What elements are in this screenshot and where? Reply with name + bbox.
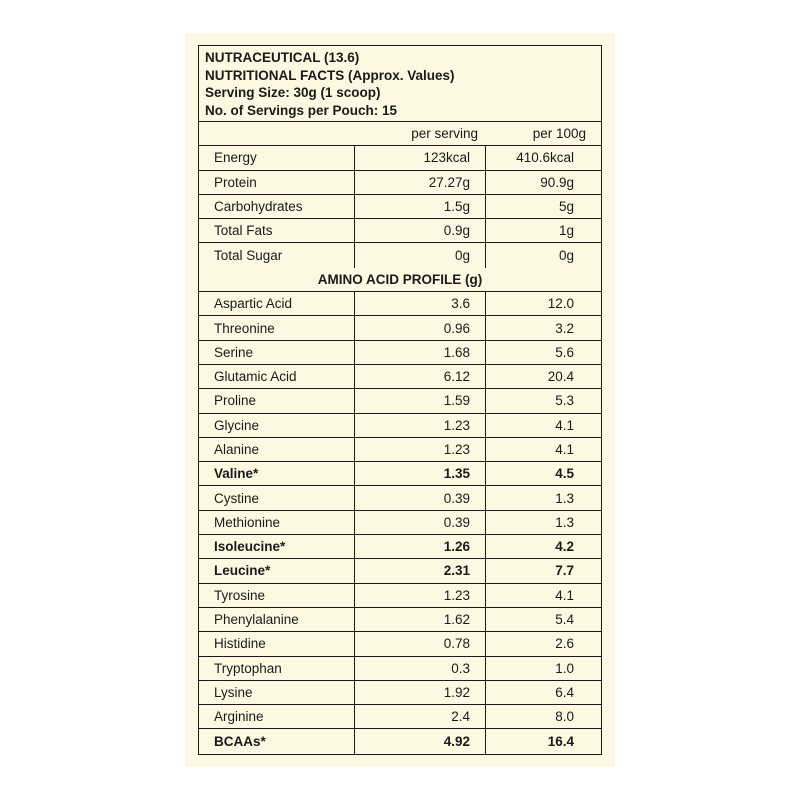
table-row — [199, 705, 601, 729]
row-per-serving: 1.92 — [355, 681, 486, 704]
row-per-100g: 5.6 — [555, 344, 574, 360]
row-per-100g: 5.4 — [555, 612, 574, 628]
table-row — [199, 632, 601, 656]
row-per-100g: 12.0 — [547, 296, 574, 312]
servings-per-pouch: No. of Servings per Pouch: 15 — [205, 102, 398, 118]
row-per-100g: 5.3 — [555, 393, 574, 409]
table-row — [199, 171, 601, 195]
row-per-serving: 1.68 — [355, 341, 486, 364]
row-per-serving: 3.6 — [355, 292, 486, 315]
table-row — [199, 486, 601, 510]
row-name: Glutamic Acid — [199, 365, 355, 388]
row-per-serving: 1.23 — [355, 438, 486, 461]
table-row — [199, 681, 601, 705]
row-per-100g: 4.1 — [555, 587, 574, 603]
table-row — [199, 389, 601, 413]
row-per-100g: 1.0 — [555, 660, 574, 676]
row-per-100g: 1g — [558, 223, 574, 239]
row-name: Glycine — [199, 414, 355, 437]
row-per-100g: 4.1 — [555, 442, 574, 457]
row-per-serving: 1.26 — [355, 535, 486, 558]
nutrition-facts-table — [198, 45, 602, 755]
table-row — [199, 365, 601, 389]
row-name: Phenylalanine — [199, 608, 355, 631]
row-name: Serine — [199, 341, 355, 364]
table-row — [199, 341, 601, 365]
row-name: Energy — [199, 146, 355, 169]
row-name: Protein — [199, 171, 355, 194]
row-per-100g: 0g — [558, 248, 574, 264]
row-per-serving: 0.78 — [355, 632, 486, 655]
row-per-serving: 4.92 — [355, 729, 486, 753]
table-row — [199, 657, 601, 681]
row-name: Alanine — [199, 438, 355, 461]
row-per-100g: 7.7 — [555, 563, 574, 579]
row-per-100g: 1.3 — [555, 514, 574, 530]
row-per-serving: 6.12 — [355, 365, 486, 388]
row-name: Carbohydrates — [199, 195, 355, 218]
row-per-serving: 1.35 — [355, 462, 486, 485]
row-per-serving: 2.31 — [355, 559, 486, 582]
row-name: Valine* — [199, 462, 355, 485]
column-header-per-100g: per 100g — [532, 126, 586, 142]
column-headers — [199, 122, 601, 146]
nutrient-rows — [199, 146, 601, 267]
table-row — [199, 438, 601, 462]
product-name: NUTRACEUTICAL (13.6) — [205, 50, 360, 65]
row-per-serving: 1.62 — [355, 608, 486, 631]
table-row — [199, 219, 601, 243]
row-name: Histidine — [199, 632, 355, 655]
row-per-serving: 0.39 — [355, 511, 486, 534]
table-row — [199, 511, 601, 535]
table-row — [199, 608, 601, 632]
row-per-serving: 1.5g — [355, 195, 486, 218]
row-per-100g: 8.0 — [555, 709, 574, 725]
amino-acid-section-title: AMINO ACID PROFILE (g) — [199, 268, 601, 292]
row-per-100g: 1.3 — [555, 490, 574, 506]
row-per-100g: 4.1 — [555, 417, 574, 433]
column-header-nutrient — [199, 122, 355, 145]
serving-size: Serving Size: 30g (1 scoop) — [205, 85, 381, 100]
row-per-100g: 6.4 — [555, 684, 574, 700]
row-name: Tyrosine — [199, 584, 355, 607]
row-per-serving: 0.9g — [355, 219, 486, 242]
row-per-100g: 16.4 — [547, 734, 574, 750]
table-row — [199, 462, 601, 486]
row-per-serving: 1.23 — [355, 584, 486, 607]
row-name: Tryptophan — [199, 657, 355, 680]
row-per-100g: 3.2 — [555, 320, 574, 336]
row-name: Arginine — [199, 705, 355, 728]
table-row — [199, 414, 601, 438]
row-per-100g: 4.2 — [555, 539, 574, 555]
row-name: Isoleucine* — [199, 535, 355, 558]
row-name: Total Sugar — [199, 243, 355, 267]
row-per-100g: 410.6kcal — [516, 150, 574, 166]
row-per-serving: 27.27g — [355, 171, 486, 194]
row-name: BCAAs* — [199, 729, 355, 753]
table-row — [199, 243, 601, 267]
row-name: Total Fats — [199, 219, 355, 242]
row-per-serving: 2.4 — [355, 705, 486, 728]
facts-title: NUTRITIONAL FACTS (Approx. Values) — [205, 67, 455, 83]
table-row — [199, 146, 601, 170]
row-name: Proline — [199, 389, 355, 412]
table-row — [199, 292, 601, 316]
row-name: Cystine — [199, 486, 355, 509]
row-per-100g: 4.5 — [555, 466, 574, 482]
row-per-serving: 0.39 — [355, 486, 486, 509]
row-per-serving: 0g — [355, 243, 486, 267]
row-per-serving: 0.96 — [355, 316, 486, 339]
row-name: Lysine — [199, 681, 355, 704]
row-per-100g: 2.6 — [555, 636, 574, 652]
table-row — [199, 729, 601, 753]
row-per-100g: 20.4 — [547, 369, 574, 385]
row-per-serving: 1.59 — [355, 389, 486, 412]
row-name: Methionine — [199, 511, 355, 534]
row-per-serving: 0.3 — [355, 657, 486, 680]
table-row — [199, 195, 601, 219]
table-row — [199, 584, 601, 608]
table-row — [199, 316, 601, 340]
row-per-serving: 123kcal — [355, 146, 486, 169]
column-header-per-serving: per serving — [411, 126, 478, 142]
row-name: Leucine* — [199, 559, 355, 582]
row-per-100g: 5g — [558, 199, 574, 215]
row-per-100g: 90.9g — [540, 174, 574, 190]
facts-header — [199, 46, 601, 122]
row-per-serving: 1.23 — [355, 414, 486, 437]
row-name: Aspartic Acid — [199, 292, 355, 315]
amino-acid-rows — [199, 292, 601, 754]
table-row — [199, 559, 601, 583]
table-row — [199, 535, 601, 559]
row-name: Threonine — [199, 316, 355, 339]
